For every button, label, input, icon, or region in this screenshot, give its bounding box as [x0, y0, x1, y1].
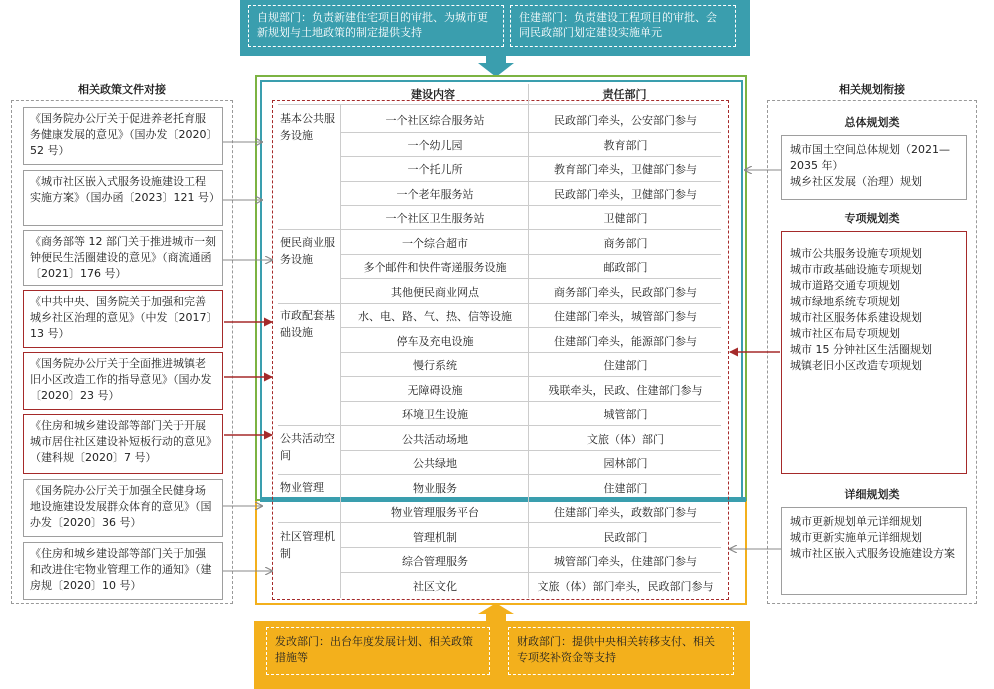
bottom-up-arrow-icon — [478, 603, 514, 623]
overall-plan-item: 城乡社区发展（治理）规划 — [790, 175, 922, 188]
detailed-plan-item: 城市更新实施单元详细规划 — [790, 531, 922, 544]
overall-plan-title: 总体规划类 — [844, 116, 900, 129]
row-content: 一个社区综合服务站 — [385, 114, 485, 127]
special-plan-item: 城市社区服务体系建设规划 — [790, 311, 922, 324]
category-public-activity-space: 公共活动空间 — [280, 432, 335, 462]
row-content: 物业管理服务平台 — [391, 506, 479, 519]
development-reform-dept-box — [266, 627, 490, 675]
row-dept: 民政部门牵头，卫健部门参与 — [554, 188, 697, 201]
row-dept: 邮政部门 — [603, 261, 648, 274]
row-content: 慢行系统 — [413, 359, 457, 372]
category-community-management: 社区管理机制 — [280, 530, 335, 560]
policy-doc-3: 《商务部等 12 部门关于推进城市一刻钟便民生活圈建设的意见》（商流通函〔2021〕176 号） — [23, 230, 223, 286]
row-content: 公共活动场地 — [402, 433, 468, 446]
detailed-plan-title: 详细规划类 — [844, 488, 900, 501]
row-dept: 卫健部门 — [603, 212, 648, 225]
row-content: 环境卫生设施 — [402, 408, 468, 421]
row-dept: 城管部门牵头，住建部门参与 — [554, 555, 697, 568]
row-dept: 教育部门 — [603, 139, 648, 152]
row-dept: 住建部门牵头，政数部门参与 — [554, 506, 697, 519]
row-content: 社区文化 — [413, 580, 457, 593]
row-dept: 园林部门 — [603, 457, 648, 470]
row-dept: 住建部门牵头，城管部门参与 — [554, 310, 697, 323]
row-dept: 住建部门 — [603, 359, 648, 372]
policy-doc-8: 《住房和城乡建设部等部门关于加强和改进住宅物业管理工作的通知》（建房规〔2020〕10 号） — [23, 542, 223, 600]
row-dept: 残联牵头，民政、住建部门参与 — [548, 384, 703, 397]
row-content: 公共绿地 — [413, 457, 457, 470]
row-content: 一个幼儿园 — [407, 139, 463, 152]
row-dept: 城管部门 — [603, 408, 648, 421]
policy-doc-2: 《城市社区嵌入式服务设施建设工程实施方案》（国办函〔2023〕121 号） — [23, 170, 223, 226]
row-content: 一个老年服务站 — [396, 188, 474, 201]
special-plan-item: 城市道路交通专项规划 — [790, 279, 900, 292]
row-dept: 住建部门牵头，能源部门参与 — [554, 335, 697, 348]
special-plan-item: 城市公共服务设施专项规划 — [790, 247, 922, 260]
policy-doc-7: 《国务院办公厅关于加强全民健身场地设施建设发展群众体育的意见》（国办发〔2020〕36 号） — [23, 479, 223, 537]
policy-doc-5: 《国务院办公厅关于全面推进城镇老旧小区改造工作的指导意见》（国办发〔2020〕23 号） — [23, 352, 223, 410]
special-plan-item: 城市市政基础设施专项规划 — [790, 263, 922, 276]
row-dept: 商务部门 — [603, 237, 648, 250]
row-dept: 民政部门 — [603, 531, 648, 544]
row-content: 多个邮件和快件寄递服务设施 — [363, 261, 507, 274]
row-content: 物业服务 — [413, 482, 457, 495]
finance-dept-text: 财政部门：提供中央相关转移支付、相关专项奖补资金等支持 — [517, 635, 715, 664]
bottom-department-band — [254, 621, 750, 689]
policy-doc-6: 《住房和城乡建设部等部门关于开展城市居住社区建设补短板行动的意见》（建科规〔2020〕7 号） — [23, 414, 223, 474]
right-panel-title: 相关规划衔接 — [839, 83, 905, 96]
row-content: 停车及充电设施 — [396, 335, 474, 348]
row-dept: 文旅（体）部门牵头，民政部门参与 — [537, 580, 714, 593]
policy-doc-1: 《国务院办公厅关于促进养老托育服务健康发展的意见》（国办发〔2020〕52 号） — [23, 107, 223, 165]
special-plan-item: 城镇老旧小区改造专项规划 — [790, 359, 922, 372]
category-municipal-infrastructure: 市政配套基础设施 — [280, 309, 335, 339]
row-dept: 教育部门牵头，卫健部门参与 — [554, 163, 697, 176]
row-content: 无障碍设施 — [407, 384, 463, 397]
policy-doc-4: 《中共中央、国务院关于加强和完善城乡社区治理的意见》（中发〔2017〕13 号） — [23, 290, 223, 348]
special-plan-item: 城市 15 分钟社区生活圈规划 — [790, 343, 932, 356]
row-content: 综合管理服务 — [402, 555, 468, 568]
row-content: 一个托儿所 — [407, 163, 463, 176]
category-property-management: 物业管理 — [280, 481, 324, 494]
special-plan-item: 城市绿地系统专项规划 — [790, 295, 900, 308]
left-panel-title: 相关政策文件对接 — [78, 83, 166, 96]
detailed-plan-item: 城市社区嵌入式服务设施建设方案 — [790, 547, 955, 560]
category-convenience-commerce: 便民商业服务设施 — [280, 236, 335, 266]
row-content: 其他便民商业网点 — [391, 286, 479, 299]
col-dept-header: 责任部门 — [602, 88, 647, 101]
category-basic-public-service: 基本公共服务设施 — [280, 112, 335, 142]
row-content: 水、电、路、气、热、信等设施 — [358, 310, 512, 323]
row-dept: 住建部门 — [603, 482, 648, 495]
housing-construction-dept-text: 住建部门：负责建设工程项目的审批、会同民政部门划定建设实施单元 — [519, 11, 717, 39]
col-content-header: 建设内容 — [411, 88, 455, 101]
row-content: 一个社区卫生服务站 — [385, 212, 485, 225]
natural-resources-dept-text: 自规部门：负责新建住宅项目的审批、为城市更新规划与土地政策的制定提供支持 — [257, 11, 488, 39]
row-content: 管理机制 — [413, 531, 457, 544]
row-dept: 民政部门牵头，公安部门参与 — [554, 114, 697, 127]
special-plan-item: 城市社区布局专项规划 — [790, 327, 900, 340]
development-reform-dept-text: 发改部门：出台年度发展计划、相关政策措施等 — [275, 635, 473, 664]
finance-dept-box — [508, 627, 734, 675]
row-dept: 文旅（体）部门 — [587, 433, 664, 446]
special-plan-title: 专项规划类 — [844, 212, 900, 225]
overall-plan-item: 城市国土空间总体规划（2021—2035 年） — [790, 143, 950, 172]
row-dept: 商务部门牵头，民政部门参与 — [554, 286, 697, 299]
row-content: 一个综合超市 — [402, 237, 468, 250]
detailed-plan-item: 城市更新规划单元详细规划 — [790, 515, 922, 528]
